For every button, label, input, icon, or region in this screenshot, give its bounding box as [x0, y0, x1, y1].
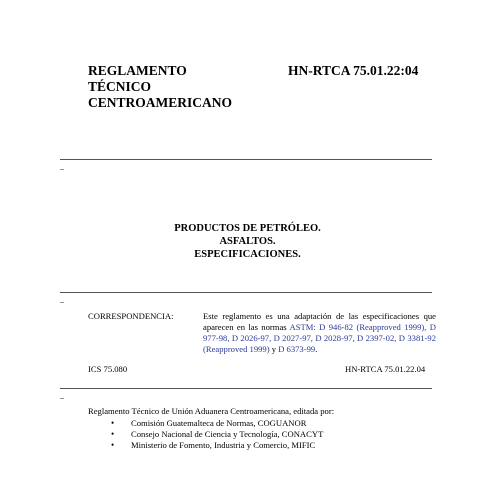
title-line: REGLAMENTO [88, 63, 187, 78]
organization-list [105, 418, 323, 451]
regulation-title [88, 63, 232, 111]
subject-line: ASFALTOS. [219, 236, 276, 247]
divider-dash: – [60, 164, 64, 173]
ics-code: ICS 75.080 [88, 364, 128, 374]
title-line: CENTROAMERICANO [88, 95, 233, 110]
title-line: TÉCNICO [88, 79, 152, 94]
list-item: • Comisión Guatemalteca de Normas, COGUANOR [105, 418, 323, 429]
correspondence-label: CORRESPONDENCIA: [88, 311, 174, 321]
correspondence-end: . [315, 344, 318, 354]
subject-line: PRODUCTOS DE PETRÓLEO. [174, 223, 321, 234]
list-item: • Ministerio de Fomento, Industria y Comercio, MIFIC [105, 440, 323, 451]
edited-by-intro: Reglamento Técnico de Unión Aduanera Centroamericana, editada por: [88, 406, 335, 416]
astm-d6373-link[interactable]: D 6373-99 [278, 344, 316, 354]
list-item: • Consejo Nacional de Ciencia y Tecnología, CONACYT [105, 429, 323, 440]
correspondence-text [203, 311, 436, 355]
divider-line [60, 292, 432, 293]
divider-dash: – [60, 393, 64, 402]
subject-line: ESPECIFICACIONES. [194, 249, 301, 260]
regulation-code: HN-RTCA 75.01.22:04 [288, 63, 419, 78]
astm-standards-link[interactable]: ASTM: D 946-82 (Reapproved 1999), D 977-98, D 2026-97, D 2027-97, D 2028-97, D 2397-02, D 3381-92 (Reapproved 1999) [203, 322, 436, 354]
divider-dash: – [60, 297, 64, 306]
document-subject [0, 222, 495, 261]
correspondence-intro: Este reglamento es una adaptación de las especificaciones que aparecen en las normas [203, 311, 436, 332]
divider-line [60, 159, 432, 160]
correspondence-and: y [269, 344, 279, 354]
regulation-code-footer: HN-RTCA 75.01.22.04 [345, 364, 426, 374]
divider-line [60, 388, 432, 389]
